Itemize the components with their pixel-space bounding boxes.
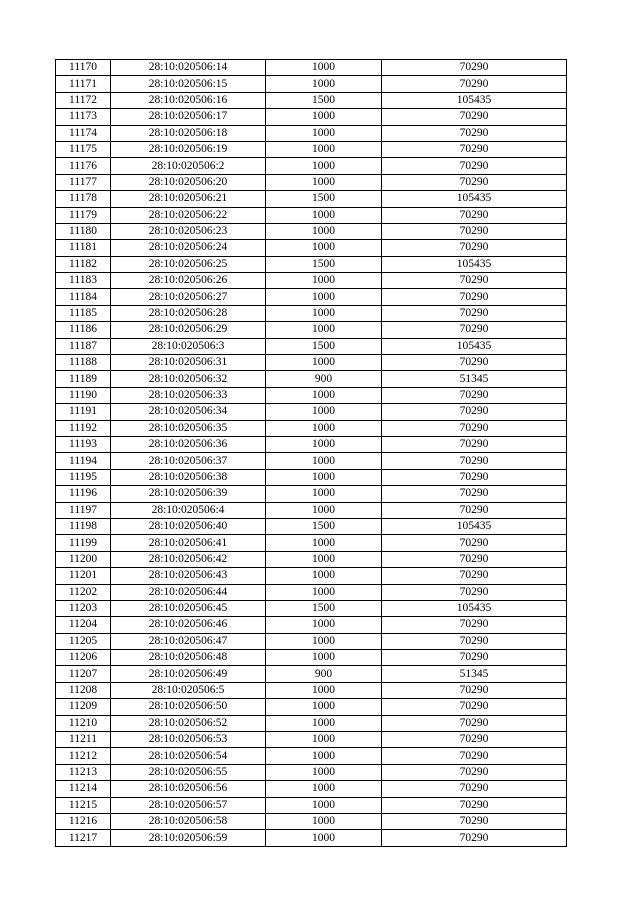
table-row bbox=[56, 240, 567, 256]
table-row bbox=[56, 273, 567, 289]
cadastral-number-cell: 28:10:020506:27 bbox=[111, 289, 266, 305]
area-cell: 1000 bbox=[266, 109, 382, 125]
value-cell: 70290 bbox=[382, 453, 567, 469]
cadastral-number-cell: 28:10:020506:58 bbox=[111, 813, 266, 829]
area-cell: 1000 bbox=[266, 453, 382, 469]
value-cell: 70290 bbox=[382, 420, 567, 436]
cadastral-number-cell: 28:10:020506:4 bbox=[111, 502, 266, 518]
cadastral-number-cell: 28:10:020506:47 bbox=[111, 633, 266, 649]
cadastral-number-cell: 28:10:020506:55 bbox=[111, 764, 266, 780]
table-row bbox=[56, 371, 567, 387]
value-cell: 70290 bbox=[382, 551, 567, 567]
value-cell: 70290 bbox=[382, 289, 567, 305]
area-cell: 1000 bbox=[266, 322, 382, 338]
value-cell: 70290 bbox=[382, 732, 567, 748]
row-number-cell: 11201 bbox=[56, 568, 111, 584]
row-number-cell: 11188 bbox=[56, 355, 111, 371]
table-row bbox=[56, 355, 567, 371]
row-number-cell: 11178 bbox=[56, 191, 111, 207]
area-cell: 1000 bbox=[266, 650, 382, 666]
cadastral-number-cell: 28:10:020506:46 bbox=[111, 617, 266, 633]
cadastral-number-cell: 28:10:020506:42 bbox=[111, 551, 266, 567]
value-cell: 70290 bbox=[382, 715, 567, 731]
cadastral-number-cell: 28:10:020506:49 bbox=[111, 666, 266, 682]
table-row bbox=[56, 797, 567, 813]
table-row bbox=[56, 830, 567, 846]
area-cell: 1500 bbox=[266, 518, 382, 534]
value-cell: 70290 bbox=[382, 60, 567, 76]
table-row bbox=[56, 256, 567, 272]
table-row bbox=[56, 469, 567, 485]
area-cell: 1000 bbox=[266, 125, 382, 141]
row-number-cell: 11186 bbox=[56, 322, 111, 338]
row-number-cell: 11194 bbox=[56, 453, 111, 469]
table-row bbox=[56, 436, 567, 452]
area-cell: 1000 bbox=[266, 387, 382, 403]
value-cell: 70290 bbox=[382, 617, 567, 633]
row-number-cell: 11216 bbox=[56, 813, 111, 829]
row-number-cell: 11183 bbox=[56, 273, 111, 289]
cadastral-number-cell: 28:10:020506:57 bbox=[111, 797, 266, 813]
table-row bbox=[56, 60, 567, 76]
cadastral-number-cell: 28:10:020506:2 bbox=[111, 158, 266, 174]
value-cell: 51345 bbox=[382, 666, 567, 682]
cadastral-number-cell: 28:10:020506:19 bbox=[111, 141, 266, 157]
value-cell: 51345 bbox=[382, 371, 567, 387]
cadastral-number-cell: 28:10:020506:16 bbox=[111, 92, 266, 108]
cadastral-number-cell: 28:10:020506:23 bbox=[111, 223, 266, 239]
cadastral-number-cell: 28:10:020506:53 bbox=[111, 732, 266, 748]
table-row bbox=[56, 223, 567, 239]
cadastral-number-cell: 28:10:020506:52 bbox=[111, 715, 266, 731]
row-number-cell: 11200 bbox=[56, 551, 111, 567]
row-number-cell: 11181 bbox=[56, 240, 111, 256]
cadastral-number-cell: 28:10:020506:54 bbox=[111, 748, 266, 764]
cadastral-number-cell: 28:10:020506:35 bbox=[111, 420, 266, 436]
cadastral-number-cell: 28:10:020506:44 bbox=[111, 584, 266, 600]
area-cell: 1000 bbox=[266, 781, 382, 797]
row-number-cell: 11173 bbox=[56, 109, 111, 125]
value-cell: 70290 bbox=[382, 699, 567, 715]
table-row bbox=[56, 387, 567, 403]
table-row bbox=[56, 191, 567, 207]
area-cell: 1000 bbox=[266, 797, 382, 813]
row-number-cell: 11205 bbox=[56, 633, 111, 649]
value-cell: 70290 bbox=[382, 223, 567, 239]
area-cell: 1000 bbox=[266, 141, 382, 157]
area-cell: 1000 bbox=[266, 158, 382, 174]
row-number-cell: 11182 bbox=[56, 256, 111, 272]
table-row bbox=[56, 633, 567, 649]
value-cell: 70290 bbox=[382, 273, 567, 289]
value-cell: 70290 bbox=[382, 240, 567, 256]
area-cell: 1000 bbox=[266, 732, 382, 748]
row-number-cell: 11212 bbox=[56, 748, 111, 764]
table-row bbox=[56, 76, 567, 92]
value-cell: 105435 bbox=[382, 191, 567, 207]
area-cell: 1000 bbox=[266, 633, 382, 649]
area-cell: 1000 bbox=[266, 715, 382, 731]
row-number-cell: 11189 bbox=[56, 371, 111, 387]
value-cell: 70290 bbox=[382, 76, 567, 92]
value-cell: 70290 bbox=[382, 109, 567, 125]
value-cell: 70290 bbox=[382, 633, 567, 649]
row-number-cell: 11193 bbox=[56, 436, 111, 452]
area-cell: 1000 bbox=[266, 289, 382, 305]
value-cell: 70290 bbox=[382, 141, 567, 157]
table-row bbox=[56, 125, 567, 141]
table-row bbox=[56, 518, 567, 534]
row-number-cell: 11197 bbox=[56, 502, 111, 518]
area-cell: 1000 bbox=[266, 764, 382, 780]
value-cell: 70290 bbox=[382, 781, 567, 797]
value-cell: 70290 bbox=[382, 404, 567, 420]
table-row bbox=[56, 453, 567, 469]
table-row bbox=[56, 305, 567, 321]
cadastral-number-cell: 28:10:020506:37 bbox=[111, 453, 266, 469]
table-row bbox=[56, 666, 567, 682]
table-row bbox=[56, 420, 567, 436]
value-cell: 70290 bbox=[382, 436, 567, 452]
table-row bbox=[56, 813, 567, 829]
value-cell: 70290 bbox=[382, 797, 567, 813]
row-number-cell: 11204 bbox=[56, 617, 111, 633]
table-row bbox=[56, 617, 567, 633]
area-cell: 1000 bbox=[266, 502, 382, 518]
row-number-cell: 11214 bbox=[56, 781, 111, 797]
area-cell: 1000 bbox=[266, 568, 382, 584]
cadastral-number-cell: 28:10:020506:18 bbox=[111, 125, 266, 141]
cadastral-number-cell: 28:10:020506:29 bbox=[111, 322, 266, 338]
area-cell: 1000 bbox=[266, 207, 382, 223]
cadastral-number-cell: 28:10:020506:38 bbox=[111, 469, 266, 485]
table-row bbox=[56, 174, 567, 190]
table-row bbox=[56, 502, 567, 518]
value-cell: 105435 bbox=[382, 92, 567, 108]
cadastral-number-cell: 28:10:020506:45 bbox=[111, 600, 266, 616]
cadastral-number-cell: 28:10:020506:36 bbox=[111, 436, 266, 452]
table-row bbox=[56, 109, 567, 125]
row-number-cell: 11171 bbox=[56, 76, 111, 92]
cadastral-number-cell: 28:10:020506:24 bbox=[111, 240, 266, 256]
value-cell: 70290 bbox=[382, 322, 567, 338]
value-cell: 70290 bbox=[382, 355, 567, 371]
value-cell: 70290 bbox=[382, 469, 567, 485]
area-cell: 1000 bbox=[266, 355, 382, 371]
row-number-cell: 11196 bbox=[56, 486, 111, 502]
area-cell: 1000 bbox=[266, 60, 382, 76]
row-number-cell: 11180 bbox=[56, 223, 111, 239]
row-number-cell: 11208 bbox=[56, 682, 111, 698]
area-cell: 1000 bbox=[266, 584, 382, 600]
table-row bbox=[56, 338, 567, 354]
row-number-cell: 11202 bbox=[56, 584, 111, 600]
value-cell: 70290 bbox=[382, 682, 567, 698]
cadastral-number-cell: 28:10:020506:50 bbox=[111, 699, 266, 715]
cadastral-number-cell: 28:10:020506:17 bbox=[111, 109, 266, 125]
value-cell: 70290 bbox=[382, 486, 567, 502]
area-cell: 1000 bbox=[266, 240, 382, 256]
row-number-cell: 11203 bbox=[56, 600, 111, 616]
data-table bbox=[55, 59, 567, 847]
value-cell: 105435 bbox=[382, 600, 567, 616]
row-number-cell: 11190 bbox=[56, 387, 111, 403]
area-cell: 1000 bbox=[266, 813, 382, 829]
cadastral-number-cell: 28:10:020506:28 bbox=[111, 305, 266, 321]
table-row bbox=[56, 732, 567, 748]
area-cell: 1000 bbox=[266, 551, 382, 567]
cadastral-number-cell: 28:10:020506:22 bbox=[111, 207, 266, 223]
table-body bbox=[56, 60, 567, 847]
table-row bbox=[56, 207, 567, 223]
area-cell: 1000 bbox=[266, 748, 382, 764]
value-cell: 70290 bbox=[382, 158, 567, 174]
area-cell: 1500 bbox=[266, 256, 382, 272]
table-row bbox=[56, 650, 567, 666]
table-row bbox=[56, 322, 567, 338]
value-cell: 70290 bbox=[382, 813, 567, 829]
row-number-cell: 11187 bbox=[56, 338, 111, 354]
cadastral-number-cell: 28:10:020506:33 bbox=[111, 387, 266, 403]
area-cell: 1000 bbox=[266, 223, 382, 239]
row-number-cell: 11210 bbox=[56, 715, 111, 731]
row-number-cell: 11215 bbox=[56, 797, 111, 813]
area-cell: 1000 bbox=[266, 420, 382, 436]
row-number-cell: 11177 bbox=[56, 174, 111, 190]
value-cell: 70290 bbox=[382, 305, 567, 321]
row-number-cell: 11213 bbox=[56, 764, 111, 780]
row-number-cell: 11195 bbox=[56, 469, 111, 485]
area-cell: 1000 bbox=[266, 699, 382, 715]
row-number-cell: 11207 bbox=[56, 666, 111, 682]
table-row bbox=[56, 600, 567, 616]
cadastral-number-cell: 28:10:020506:14 bbox=[111, 60, 266, 76]
row-number-cell: 11172 bbox=[56, 92, 111, 108]
area-cell: 1000 bbox=[266, 174, 382, 190]
row-number-cell: 11206 bbox=[56, 650, 111, 666]
table-row bbox=[56, 486, 567, 502]
area-cell: 1000 bbox=[266, 436, 382, 452]
area-cell: 1000 bbox=[266, 305, 382, 321]
table-row bbox=[56, 748, 567, 764]
value-cell: 70290 bbox=[382, 207, 567, 223]
area-cell: 1500 bbox=[266, 191, 382, 207]
value-cell: 70290 bbox=[382, 764, 567, 780]
row-number-cell: 11217 bbox=[56, 830, 111, 846]
cadastral-number-cell: 28:10:020506:39 bbox=[111, 486, 266, 502]
table-row bbox=[56, 781, 567, 797]
table-row bbox=[56, 404, 567, 420]
cadastral-number-cell: 28:10:020506:48 bbox=[111, 650, 266, 666]
area-cell: 900 bbox=[266, 666, 382, 682]
area-cell: 900 bbox=[266, 371, 382, 387]
value-cell: 70290 bbox=[382, 568, 567, 584]
value-cell: 70290 bbox=[382, 535, 567, 551]
table-row bbox=[56, 764, 567, 780]
row-number-cell: 11198 bbox=[56, 518, 111, 534]
cadastral-number-cell: 28:10:020506:20 bbox=[111, 174, 266, 190]
value-cell: 70290 bbox=[382, 125, 567, 141]
table-row bbox=[56, 715, 567, 731]
area-cell: 1000 bbox=[266, 404, 382, 420]
area-cell: 1000 bbox=[266, 76, 382, 92]
row-number-cell: 11174 bbox=[56, 125, 111, 141]
cadastral-number-cell: 28:10:020506:21 bbox=[111, 191, 266, 207]
row-number-cell: 11176 bbox=[56, 158, 111, 174]
row-number-cell: 11170 bbox=[56, 60, 111, 76]
value-cell: 70290 bbox=[382, 584, 567, 600]
row-number-cell: 11211 bbox=[56, 732, 111, 748]
value-cell: 70290 bbox=[382, 748, 567, 764]
area-cell: 1000 bbox=[266, 535, 382, 551]
area-cell: 1000 bbox=[266, 273, 382, 289]
table-row bbox=[56, 568, 567, 584]
area-cell: 1000 bbox=[266, 617, 382, 633]
cadastral-number-cell: 28:10:020506:25 bbox=[111, 256, 266, 272]
table-row bbox=[56, 682, 567, 698]
cadastral-number-cell: 28:10:020506:59 bbox=[111, 830, 266, 846]
value-cell: 70290 bbox=[382, 830, 567, 846]
row-number-cell: 11179 bbox=[56, 207, 111, 223]
area-cell: 1000 bbox=[266, 830, 382, 846]
row-number-cell: 11184 bbox=[56, 289, 111, 305]
cadastral-number-cell: 28:10:020506:56 bbox=[111, 781, 266, 797]
row-number-cell: 11192 bbox=[56, 420, 111, 436]
table-row bbox=[56, 141, 567, 157]
row-number-cell: 11175 bbox=[56, 141, 111, 157]
cadastral-number-cell: 28:10:020506:40 bbox=[111, 518, 266, 534]
value-cell: 70290 bbox=[382, 650, 567, 666]
area-cell: 1000 bbox=[266, 469, 382, 485]
cadastral-number-cell: 28:10:020506:32 bbox=[111, 371, 266, 387]
area-cell: 1500 bbox=[266, 92, 382, 108]
cadastral-number-cell: 28:10:020506:31 bbox=[111, 355, 266, 371]
area-cell: 1500 bbox=[266, 338, 382, 354]
value-cell: 70290 bbox=[382, 502, 567, 518]
cadastral-number-cell: 28:10:020506:41 bbox=[111, 535, 266, 551]
value-cell: 105435 bbox=[382, 518, 567, 534]
table-row bbox=[56, 535, 567, 551]
value-cell: 70290 bbox=[382, 174, 567, 190]
table-row bbox=[56, 584, 567, 600]
area-cell: 1000 bbox=[266, 682, 382, 698]
area-cell: 1000 bbox=[266, 486, 382, 502]
row-number-cell: 11185 bbox=[56, 305, 111, 321]
cadastral-number-cell: 28:10:020506:15 bbox=[111, 76, 266, 92]
cadastral-number-cell: 28:10:020506:43 bbox=[111, 568, 266, 584]
cadastral-number-cell: 28:10:020506:34 bbox=[111, 404, 266, 420]
table-row bbox=[56, 699, 567, 715]
cadastral-number-cell: 28:10:020506:26 bbox=[111, 273, 266, 289]
area-cell: 1500 bbox=[266, 600, 382, 616]
table-row bbox=[56, 92, 567, 108]
cadastral-number-cell: 28:10:020506:5 bbox=[111, 682, 266, 698]
value-cell: 70290 bbox=[382, 387, 567, 403]
cadastral-number-cell: 28:10:020506:3 bbox=[111, 338, 266, 354]
table-row bbox=[56, 158, 567, 174]
value-cell: 105435 bbox=[382, 256, 567, 272]
row-number-cell: 11209 bbox=[56, 699, 111, 715]
table-row bbox=[56, 289, 567, 305]
value-cell: 105435 bbox=[382, 338, 567, 354]
row-number-cell: 11191 bbox=[56, 404, 111, 420]
row-number-cell: 11199 bbox=[56, 535, 111, 551]
table-row bbox=[56, 551, 567, 567]
